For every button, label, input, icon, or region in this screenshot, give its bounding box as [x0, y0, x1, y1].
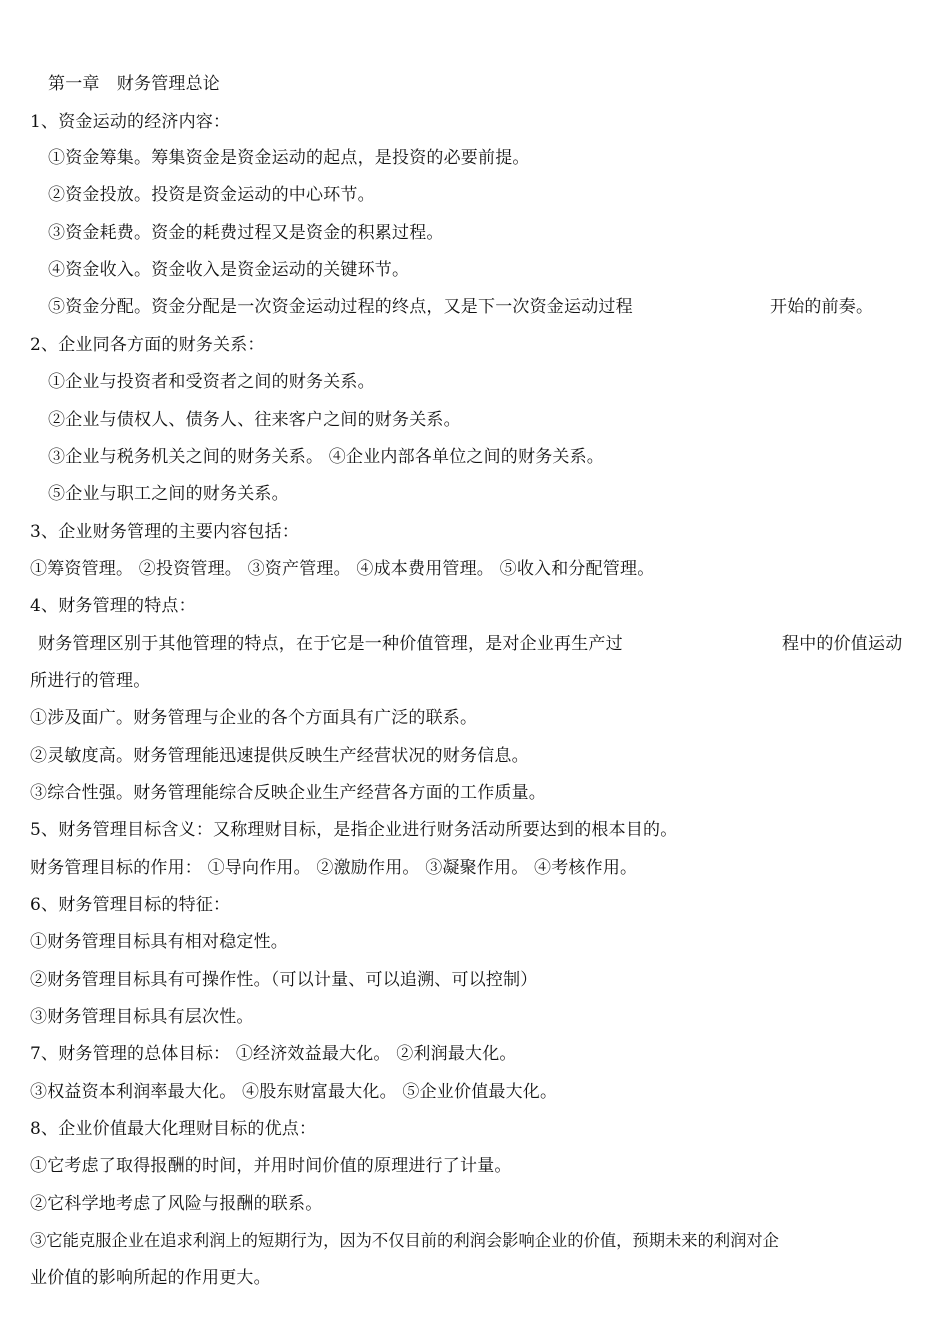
list-item: ②企业与债权人、债务人、往来客户之间的财务关系。 — [48, 410, 461, 430]
list-item: ①财务管理目标具有相对稳定性。 — [30, 932, 288, 952]
list-item: ③它能克服企业在追求利润上的短期行为，因为不仅目前的利润会影响企业的价值，预期未来的利润对企 — [30, 1231, 779, 1250]
list-item-continuation: 开始的前奏。 — [770, 297, 874, 317]
list-item: ③财务管理目标具有层次性。 — [30, 1007, 254, 1027]
list-item: ③资金耗费。资金的耗费过程又是资金的积累过程。 — [48, 223, 444, 243]
section-heading-3: 3、企业财务管理的主要内容包括： — [30, 522, 300, 542]
section-heading-2: 2、企业同各方面的财务关系： — [30, 335, 265, 355]
list-item: ③综合性强。财务管理能综合反映企业生产经营各方面的工作质量。 — [30, 783, 546, 803]
list-item: ⑤资金分配。资金分配是一次资金运动过程的终点，又是下一次资金运动过程 — [48, 297, 633, 317]
list-item: ①它考虑了取得报酬的时间，并用时间价值的原理进行了计量。 — [30, 1156, 512, 1176]
section-heading-4: 4、财务管理的特点： — [30, 596, 196, 616]
section-heading-5: 5、财务管理目标含义：又称理财目标，是指企业进行财务活动所要达到的根本目的。 — [30, 820, 678, 840]
chapter-title: 第一章 财务管理总论 — [48, 74, 220, 94]
list-item-continuation: 业价值的影响所起的作用更大。 — [30, 1268, 271, 1288]
paragraph-line: 财务管理区别于其他管理的特点，在于它是一种价值管理，是对企业再生产过 — [38, 634, 623, 654]
section-heading-1: 1、资金运动的经济内容： — [30, 112, 231, 132]
paragraph-line-continuation: 程中的价值运动 — [782, 634, 903, 654]
section-heading-6: 6、财务管理目标的特征： — [30, 895, 231, 915]
list-item: ④资金收入。资金收入是资金运动的关键环节。 — [48, 260, 410, 280]
paragraph-line: 财务管理目标的作用： ①导向作用。 ②激励作用。 ③凝聚作用。 ④考核作用。 — [30, 858, 638, 878]
list-item: ③企业与税务机关之间的财务关系。 ④企业内部各单位之间的财务关系。 — [48, 447, 605, 467]
list-item: ①涉及面广。财务管理与企业的各个方面具有广泛的联系。 — [30, 708, 478, 728]
section-heading-7: 7、财务管理的总体目标： ①经济效益最大化。 ②利润最大化。 — [30, 1044, 517, 1064]
list-item: ②它科学地考虑了风险与报酬的联系。 — [30, 1194, 323, 1214]
section-heading-8: 8、企业价值最大化理财目标的优点： — [30, 1119, 317, 1139]
list-item: ⑤企业与职工之间的财务关系。 — [48, 484, 289, 504]
list-item: ②灵敏度高。财务管理能迅速提供反映生产经营状况的财务信息。 — [30, 746, 529, 766]
list-item: ①企业与投资者和受资者之间的财务关系。 — [48, 372, 375, 392]
paragraph-line: 所进行的管理。 — [30, 671, 151, 691]
list-item: ①筹资管理。 ②投资管理。 ③资产管理。 ④成本费用管理。 ⑤收入和分配管理。 — [30, 559, 655, 579]
list-item: ①资金筹集。筹集资金是资金运动的起点，是投资的必要前提。 — [48, 148, 530, 168]
list-item: ②资金投放。投资是资金运动的中心环节。 — [48, 185, 375, 205]
list-item: ②财务管理目标具有可操作性。（可以计量、可以追溯、可以控制） — [30, 970, 538, 990]
list-item: ③权益资本利润率最大化。 ④股东财富最大化。 ⑤企业价值最大化。 — [30, 1082, 558, 1102]
